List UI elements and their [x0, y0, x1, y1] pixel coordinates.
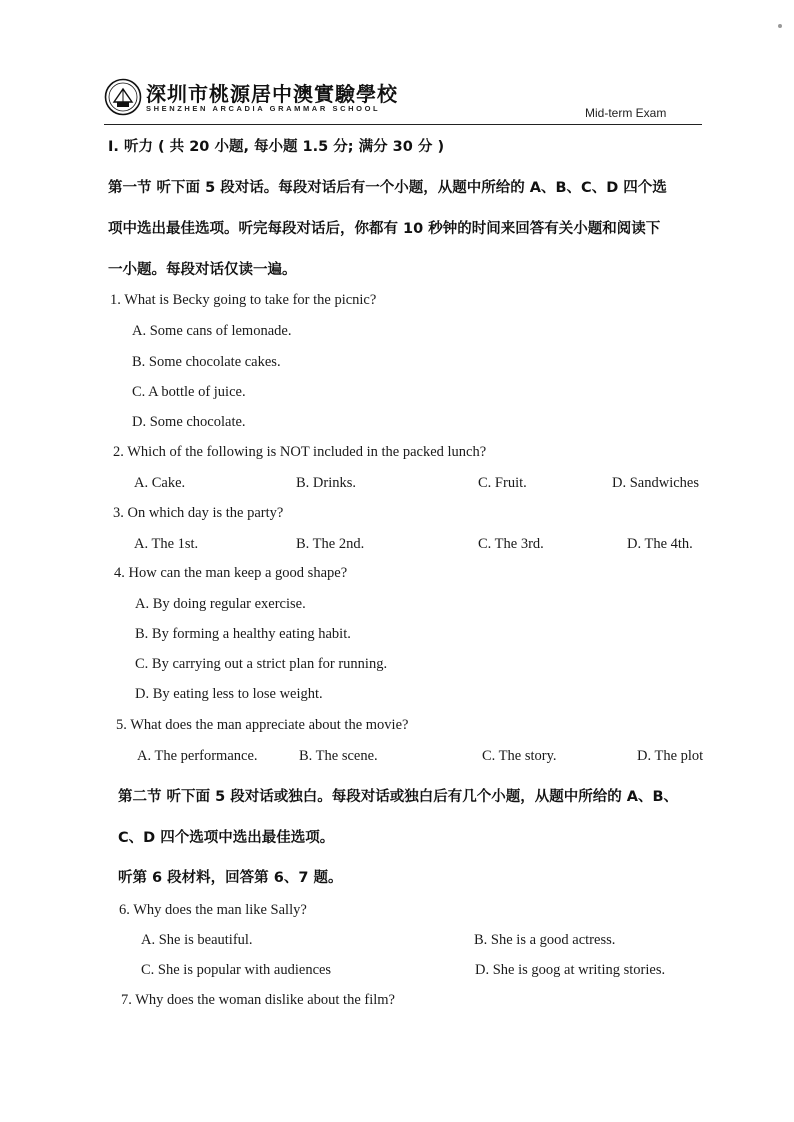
- q4-option-b: B. By forming a healthy eating habit.: [135, 626, 351, 642]
- q3-option-a: A. The 1st.: [134, 536, 199, 552]
- question-1: [110, 292, 376, 309]
- header-divider: [104, 124, 702, 125]
- school-name-en: SHENZHEN ARCADIA GRAMMAR SCHOOL: [146, 104, 381, 113]
- q6-option-a: A. She is beautiful.: [141, 932, 253, 948]
- question-number: 1.: [110, 292, 121, 308]
- school-logo: [104, 78, 142, 116]
- question-7: [121, 992, 395, 1009]
- q5-option-c: C. The story.: [482, 748, 557, 764]
- question-5: [116, 717, 408, 734]
- q4-option-d: D. By eating less to lose weight.: [135, 686, 323, 702]
- q6-option-b: B. She is a good actress.: [474, 932, 616, 948]
- question-text: What is Becky going to take for the picnic?: [124, 292, 377, 308]
- q5-option-b: B. The scene.: [299, 748, 378, 764]
- question-number: 4.: [114, 565, 125, 581]
- question-number: 2.: [113, 444, 124, 460]
- q4-option-a: A. By doing regular exercise.: [135, 596, 306, 612]
- question-text: Why does the woman dislike about the film?: [135, 992, 395, 1008]
- school-name-cn: 深圳市桃源居中澳實驗學校: [146, 82, 398, 106]
- part2-instructions-line2: C、D 四个选项中选出最佳选项。: [118, 830, 335, 846]
- part1-instructions-line1: 第一节 听下面 5 段对话。每段对话后有一个小题，从题中所给的 A、B、C、D 四个选: [108, 180, 667, 196]
- q3-option-d: D. The 4th.: [627, 536, 693, 552]
- exam-label: Mid-term Exam: [585, 106, 667, 120]
- question-number: 6.: [119, 902, 130, 918]
- question-4: [114, 565, 347, 582]
- q5-option-d: D. The plot: [637, 748, 704, 764]
- question-text: Which of the following is NOT included in the packed lunch?: [127, 444, 487, 460]
- material-6-heading: 听第 6 段材料，回答第 6、7 题。: [118, 870, 343, 886]
- section-title: I. 听力 ( 共 20 小题, 每小题 1.5 分; 满分 30 分 ): [108, 139, 445, 155]
- q6-option-d: D. She is goog at writing stories.: [475, 962, 666, 978]
- q5-option-a: A. The performance.: [137, 748, 258, 764]
- q1-option-a: A. Some cans of lemonade.: [132, 323, 292, 339]
- question-3: [113, 505, 283, 522]
- question-number: 3.: [113, 505, 124, 521]
- part1-instructions-line3: 一小题。每段对话仅读一遍。: [108, 262, 297, 278]
- part2-instructions-line1: 第二节 听下面 5 段对话或独白。每段对话或独白后有几个小题，从题中所给的 A、B、: [118, 789, 679, 805]
- scan-speck: [778, 24, 782, 28]
- q3-option-c: C. The 3rd.: [478, 536, 544, 552]
- q3-option-b: B. The 2nd.: [296, 536, 365, 552]
- q4-option-c: C. By carrying out a strict plan for running.: [135, 656, 388, 672]
- question-text: How can the man keep a good shape?: [128, 565, 348, 581]
- question-text: What does the man appreciate about the movie?: [130, 717, 409, 733]
- part1-instructions-line2: 项中选出最佳选项。听完每段对话后，你都有 10 秒钟的时间来回答有关小题和阅读下: [108, 221, 661, 237]
- question-number: 5.: [116, 717, 127, 733]
- q6-option-c: C. She is popular with audiences: [141, 962, 332, 978]
- question-2: [113, 444, 486, 461]
- question-number: 7.: [121, 992, 132, 1008]
- question-6: [119, 902, 307, 919]
- q2-option-d: D. Sandwiches: [612, 475, 699, 491]
- question-text: On which day is the party?: [127, 505, 284, 521]
- q1-option-d: D. Some chocolate.: [132, 414, 246, 430]
- q2-option-b: B. Drinks.: [296, 475, 357, 491]
- q2-option-c: C. Fruit.: [478, 475, 527, 491]
- q1-option-b: B. Some chocolate cakes.: [132, 354, 281, 370]
- question-text: Why does the man like Sally?: [133, 902, 307, 918]
- q2-option-a: A. Cake.: [134, 475, 186, 491]
- q1-option-c: C. A bottle of juice.: [132, 384, 246, 400]
